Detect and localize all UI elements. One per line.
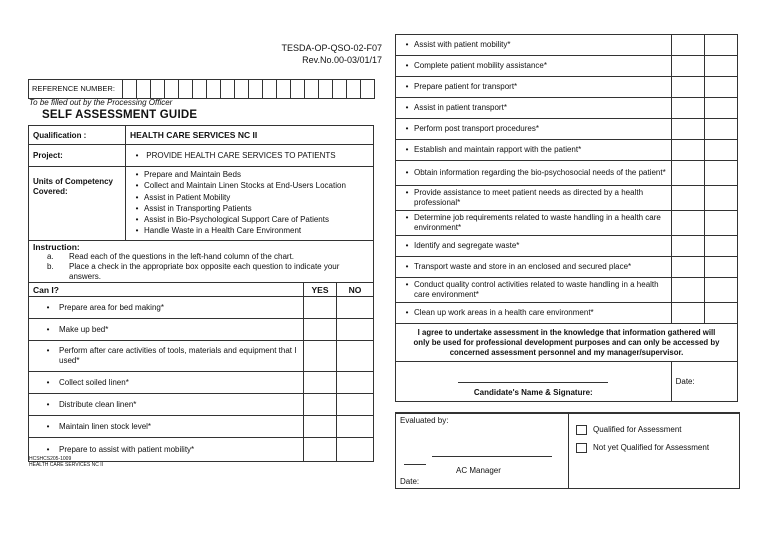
no-checkbox[interactable] [704, 140, 737, 161]
no-checkbox[interactable] [337, 394, 374, 416]
question-text: Prepare patient for transport* [414, 82, 518, 91]
bullet-icon: • [46, 303, 50, 312]
document-code: TESDA-OP-QSO-02-F07 [281, 43, 382, 53]
question-cell [396, 278, 672, 303]
question-text: Assist in patient transport* [414, 103, 507, 112]
question-text: Complete patient mobility assistance* [414, 61, 547, 70]
reference-digit-box[interactable] [193, 80, 207, 99]
table-row [396, 56, 738, 77]
question-text: Obtain information regarding the bio-psychosocial needs of the patient* [414, 168, 666, 177]
question-cell [396, 35, 672, 56]
table-row [396, 278, 738, 303]
no-checkbox[interactable] [704, 56, 737, 77]
question-cell [29, 319, 304, 341]
page-title: SELF ASSESSMENT GUIDE [42, 109, 198, 121]
list-item [130, 203, 369, 214]
question-cell [396, 236, 672, 257]
yes-checkbox[interactable] [671, 236, 704, 257]
signature-cell[interactable] [396, 362, 672, 402]
yes-checkbox[interactable] [304, 416, 337, 438]
option-qualified[interactable] [576, 425, 681, 435]
column-header-can: Can I? [29, 283, 304, 297]
no-checkbox[interactable] [704, 211, 737, 236]
yes-checkbox[interactable] [671, 257, 704, 278]
no-checkbox[interactable] [337, 297, 374, 319]
agreement-statement: I agree to undertake assessment in the knowledge that information gathered will only be used for professional development purposes and can only be accessed by concerned assessment personnel and my manager/supervisor. [396, 324, 738, 362]
table-row [29, 297, 374, 319]
reference-digit-box[interactable] [319, 80, 333, 99]
question-cell [396, 140, 672, 161]
question-cell [29, 341, 304, 372]
reference-note: To be filled out by the Processing Officer [29, 98, 173, 107]
bullet-icon: • [405, 124, 409, 133]
reference-digit-box[interactable] [333, 80, 347, 99]
document-code-block [260, 42, 382, 66]
evaluator-section [396, 414, 569, 488]
bullet-icon: • [46, 346, 50, 355]
reference-digit-box[interactable] [249, 80, 263, 99]
question-cell [29, 297, 304, 319]
table-row [396, 35, 738, 56]
bullet-icon: • [405, 308, 409, 317]
column-header-no: NO [337, 283, 374, 297]
yes-checkbox[interactable] [304, 372, 337, 394]
question-cell [396, 77, 672, 98]
question-cell [396, 186, 672, 211]
yes-checkbox[interactable] [304, 341, 337, 372]
question-text: Distribute clean linen* [59, 400, 137, 409]
checkbox-icon[interactable] [576, 443, 587, 453]
question-text: Perform after care activities of tools, materials and equipment that I used* [59, 346, 297, 365]
bullet-icon: • [405, 280, 409, 289]
bullet-icon: • [135, 226, 139, 236]
evaluation-box [395, 412, 740, 489]
unit-item: Assist in Bio-Psychological Support Care of Patients [144, 215, 329, 225]
table-row [396, 303, 738, 324]
bullet-icon: • [135, 203, 139, 213]
self-assessment-table [28, 125, 374, 462]
signature-label: Candidate's Name & Signature: [473, 388, 593, 397]
yes-checkbox[interactable] [671, 211, 704, 236]
bullet-icon: • [405, 213, 409, 222]
bullet-icon: • [46, 445, 50, 454]
question-text: Provide assistance to meet patient needs as directed by a health professional* [414, 188, 644, 207]
list-item [130, 225, 369, 236]
question-cell [29, 416, 304, 438]
instruction-label: Instruction: [33, 242, 80, 252]
question-text: Conduct quality control activities related to waste handling in a health care environment* [414, 280, 659, 299]
bullet-icon: • [405, 145, 409, 154]
column-header-yes: YES [304, 283, 337, 297]
question-text: Collect soiled linen* [59, 378, 129, 387]
evaluator-signature-line[interactable] [432, 456, 552, 457]
footer-qualification: HEALTH CARE SERVICES NC II [29, 462, 103, 468]
bullet-icon: • [46, 400, 50, 409]
yes-checkbox[interactable] [671, 303, 704, 324]
bullet-icon: • [135, 215, 139, 225]
signature-date-label: Date: [675, 376, 695, 386]
yes-checkbox[interactable] [671, 77, 704, 98]
table-row [396, 211, 738, 236]
project-value: PROVIDE HEALTH CARE SERVICES TO PATIENTS [146, 151, 336, 160]
table-row [396, 161, 738, 186]
no-checkbox[interactable] [704, 161, 737, 186]
checkbox-icon[interactable] [576, 425, 587, 435]
list-item [130, 180, 369, 191]
question-text: Prepare area for bed making* [59, 303, 164, 312]
unit-item: Collect and Maintain Linen Stocks at End-Users Location [144, 181, 346, 191]
units-cell [126, 167, 374, 241]
list-item [130, 192, 369, 203]
reference-digit-box[interactable] [361, 80, 375, 99]
question-cell [396, 98, 672, 119]
qualification-value: HEALTH CARE SERVICES NC II [126, 126, 374, 145]
signature-line [458, 382, 608, 383]
reference-number-table [28, 79, 375, 99]
yes-checkbox[interactable] [671, 35, 704, 56]
no-checkbox[interactable] [337, 416, 374, 438]
question-text: Transport waste and store in an enclosed and secured place* [414, 262, 632, 271]
reference-digit-box[interactable] [165, 80, 179, 99]
reference-digit-box[interactable] [263, 80, 277, 99]
instruction-b: b. Place a check in the appropriate box opposite each question to indicate your answers. [33, 262, 369, 282]
question-cell [396, 211, 672, 236]
question-cell [29, 372, 304, 394]
yes-checkbox[interactable] [671, 161, 704, 186]
table-row [396, 257, 738, 278]
reference-digit-box[interactable] [235, 80, 249, 99]
self-assessment-table-continued [395, 34, 738, 402]
yes-checkbox[interactable] [671, 186, 704, 211]
option-qualified-label: Qualified for Assessment [593, 425, 682, 435]
evaluation-date-label: Date: [400, 477, 420, 486]
reference-digit-box[interactable] [123, 80, 137, 99]
revision-number: Rev.No.00-03/01/17 [302, 55, 382, 65]
table-row [29, 416, 374, 438]
question-text: Perform post transport procedures* [414, 124, 539, 133]
bullet-icon: • [405, 61, 409, 70]
instruction-b-text: Place a check in the appropriate box opposite each question to indicate your answers. [69, 262, 340, 281]
no-checkbox[interactable] [337, 372, 374, 394]
no-checkbox[interactable] [337, 341, 374, 372]
yes-checkbox[interactable] [671, 56, 704, 77]
question-text: Establish and maintain rapport with the patient* [414, 145, 582, 154]
no-checkbox[interactable] [704, 236, 737, 257]
short-line [404, 464, 426, 465]
reference-digit-box[interactable] [305, 80, 319, 99]
qualification-label: Qualification : [29, 126, 126, 145]
list-item [130, 214, 369, 225]
instruction-a-text: Read each of the questions in the left-hand column of the chart. [69, 252, 295, 261]
bullet-icon: • [46, 422, 50, 431]
table-row [396, 77, 738, 98]
bullet-icon: • [405, 241, 409, 250]
no-checkbox[interactable] [704, 98, 737, 119]
no-checkbox[interactable] [704, 77, 737, 98]
signature-date-cell[interactable] [671, 362, 737, 402]
question-cell [396, 257, 672, 278]
bullet-icon: • [135, 181, 139, 191]
option-not-qualified-label: Not yet Qualified for Assessment [593, 443, 710, 453]
table-row [396, 119, 738, 140]
bullet-icon: • [405, 262, 409, 271]
question-cell [29, 394, 304, 416]
question-cell [396, 56, 672, 77]
bullet-icon: • [135, 170, 139, 179]
bullet-icon: • [405, 82, 409, 91]
question-cell [396, 119, 672, 140]
question-text: Identify and segregate waste* [414, 241, 520, 250]
bullet-icon: • [46, 378, 50, 387]
reference-digit-box[interactable] [291, 80, 305, 99]
yes-checkbox[interactable] [304, 394, 337, 416]
no-checkbox[interactable] [704, 278, 737, 303]
bullet-icon: • [405, 40, 409, 49]
no-checkbox[interactable] [704, 119, 737, 140]
unit-item: Assist in Patient Mobility [144, 192, 231, 202]
question-text: Make up bed* [59, 325, 109, 334]
project-label: Project: [29, 145, 126, 167]
no-checkbox[interactable] [704, 35, 737, 56]
option-not-qualified[interactable] [576, 443, 709, 453]
reference-digit-box[interactable] [221, 80, 235, 99]
yes-checkbox[interactable] [671, 98, 704, 119]
question-text: Maintain linen stock level* [59, 422, 152, 431]
reference-digit-box[interactable] [347, 80, 361, 99]
bullet-icon: • [405, 188, 409, 197]
no-checkbox[interactable] [704, 257, 737, 278]
question-cell [396, 161, 672, 186]
yes-checkbox[interactable] [304, 297, 337, 319]
table-row [29, 341, 374, 372]
yes-checkbox[interactable] [671, 140, 704, 161]
question-cell [396, 303, 672, 324]
yes-checkbox[interactable] [671, 278, 704, 303]
reference-digit-box[interactable] [207, 80, 221, 99]
reference-digit-box[interactable] [137, 80, 151, 99]
evaluated-by-label: Evaluated by: [400, 416, 449, 425]
bullet-icon: • [135, 192, 139, 202]
bullet-icon: • [405, 103, 409, 112]
reference-digit-box[interactable] [151, 80, 165, 99]
unit-item: Prepare and Maintain Beds [144, 170, 241, 179]
units-list [130, 169, 369, 237]
question-text: Clean up work areas in a health care environment* [414, 308, 594, 317]
question-text: Prepare to assist with patient mobility* [59, 445, 195, 454]
bullet-icon: • [405, 168, 409, 177]
no-checkbox[interactable] [337, 438, 374, 462]
no-checkbox[interactable] [704, 303, 737, 324]
instruction-cell [29, 241, 374, 283]
reference-number-label: REFERENCE NUMBER: [29, 80, 123, 99]
no-checkbox[interactable] [337, 319, 374, 341]
question-text: Assist with patient mobility* [414, 40, 511, 49]
yes-checkbox[interactable] [671, 119, 704, 140]
table-row [396, 236, 738, 257]
unit-item: Handle Waste in a Health Care Environment [144, 226, 302, 236]
footer-code: HCSHCS205-1009 [29, 456, 72, 462]
yes-checkbox[interactable] [304, 319, 337, 341]
manager-label: AC Manager [456, 466, 501, 475]
question-text: Determine job requirements related to waste handling in a health care environment* [414, 213, 661, 232]
no-checkbox[interactable] [704, 186, 737, 211]
unit-item: Assist in Transporting Patients [144, 203, 252, 213]
reference-digit-box[interactable] [179, 80, 193, 99]
table-row [29, 394, 374, 416]
table-row [396, 98, 738, 119]
bullet-icon: • [135, 151, 139, 160]
bullet-icon: • [46, 325, 50, 334]
footer-left [29, 456, 103, 468]
instruction-a: a. Read each of the questions in the left-hand column of the chart. [47, 252, 295, 261]
list-item [130, 169, 369, 180]
reference-digit-box[interactable] [277, 80, 291, 99]
yes-checkbox[interactable] [304, 438, 337, 462]
project-value-cell [126, 145, 374, 167]
table-row [396, 140, 738, 161]
table-row [29, 372, 374, 394]
table-row [396, 186, 738, 211]
table-row [29, 319, 374, 341]
units-label: Units of Competency Covered: [29, 167, 126, 241]
